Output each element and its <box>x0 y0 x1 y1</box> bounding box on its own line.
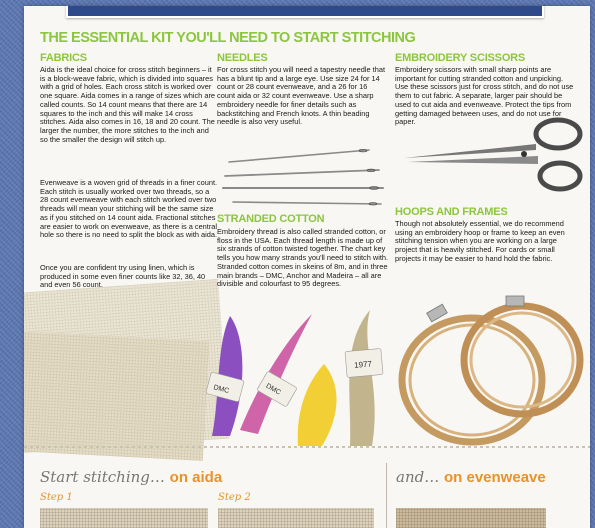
needles-heading: NEEDLES <box>217 52 268 64</box>
evenweave-step-fabric <box>396 508 546 528</box>
fabrics-aida-paragraph: Aida is the ideal choice for cross stitch beginners – it is a block-weave fabric, which is divided into squares with a grid of holes. Each cross stitch is worked over one square. Aida comes in a range of sizes which are called counts. So 14 count means that there are 14 squares to the inch and this will make 14 cross stitches. Aida also comes in 16, 18 and 20 count. The larger the number, the more stitches to the inch and so the smaller the design will stitch up. <box>40 65 216 144</box>
hoops-heading: HOOPS AND FRAMES <box>395 206 508 218</box>
section-divider <box>24 446 590 448</box>
page-headline: THE ESSENTIAL KIT YOU'LL NEED TO START STITCHING <box>40 30 416 46</box>
thread-skeins-illustration <box>200 306 390 446</box>
fabrics-heading: FABRICS <box>40 52 87 64</box>
hoops-paragraph: Though not absolutely essential, we do recommend using an embroidery hoop or frame to keep an even stitching tension when you are working on a large project that is heavily stitched. For cards or small projects it may be easier to hand hold the fabric. <box>395 219 565 263</box>
top-banner <box>66 6 544 18</box>
scissors-heading: EMBROIDERY SCISSORS <box>395 52 526 64</box>
step-1-fabric <box>40 508 208 528</box>
start-stitching-evenweave-title <box>396 468 546 486</box>
stranded-cotton-heading: STRANDED COTTON <box>217 213 325 225</box>
skein-label-2: DMC <box>264 382 282 397</box>
skein-label-3: 1977 <box>353 359 373 370</box>
embroidery-hoops-illustration <box>394 282 590 446</box>
skein-label-1: DMC <box>212 384 230 396</box>
stranded-cotton-paragraph: Embroidery thread is also called stranded cotton, or floss in the USA. Each thread length is made up of six strands of cotton twisted together. The chart key tells you how many strands you'll need to stitch with. Stranded cotton comes in skeins of 8m, and in three main brands – DMC, Anchor and Madeira – all are divisible and colourfast to 95 degrees. <box>217 227 389 289</box>
step-2-fabric <box>218 508 374 528</box>
step-2-label: Step 2 <box>218 492 251 503</box>
on-evenweave-accent: on evenweave <box>444 469 546 486</box>
evenweave-fabric-swatch <box>24 331 209 461</box>
needles-paragraph: For cross stitch you will need a tapestry needle that has a blunt tip and a large eye. Use size 24 for 14 count or 28 count evenweave, and a 26 for 16 count aida or 32 count evenweave. Use a sharp embroidery needle for finer details such as backstitching and French knots. A thin beading needle is also very useful. <box>217 65 386 127</box>
fabrics-evenweave-paragraph: Evenweave is a woven grid of threads in a finer count. Each stitch is usually worked over two threads, so a 28 count evenweave with each stitch worked over two threads will mean your stitching will be the same size as if you stitched on 14 count aida. Fractional stitches are easier to work on evenweave, as there is a central hole so there is no need to split the block as with aida. <box>40 178 218 240</box>
needles-illustration <box>219 144 387 210</box>
and-prefix: and… <box>396 468 440 486</box>
step-1-label: Step 1 <box>40 492 73 503</box>
on-aida-accent: on aida <box>169 469 223 486</box>
scissors-illustration <box>396 118 590 198</box>
start-stitching-prefix: Start stitching… <box>40 468 165 486</box>
magazine-page <box>24 6 590 528</box>
bottom-column-separator <box>386 463 387 528</box>
start-stitching-aida-title <box>40 468 222 486</box>
fabrics-linen-paragraph: Once you are confident try using linen, which is produced in some even finer counts like 32, 36, 40 and even 56 count. <box>40 263 206 290</box>
scissors-paragraph: Embroidery scissors with small sharp points are important for cutting stranded cotton and unpicking. Use these scissors just for cross stitch, and do not use them to cut fabric. A separate, larger pair should be used to cut aida and evenweave. Protect the tips from getting damaged between uses, and do not use for paper. <box>395 65 574 127</box>
